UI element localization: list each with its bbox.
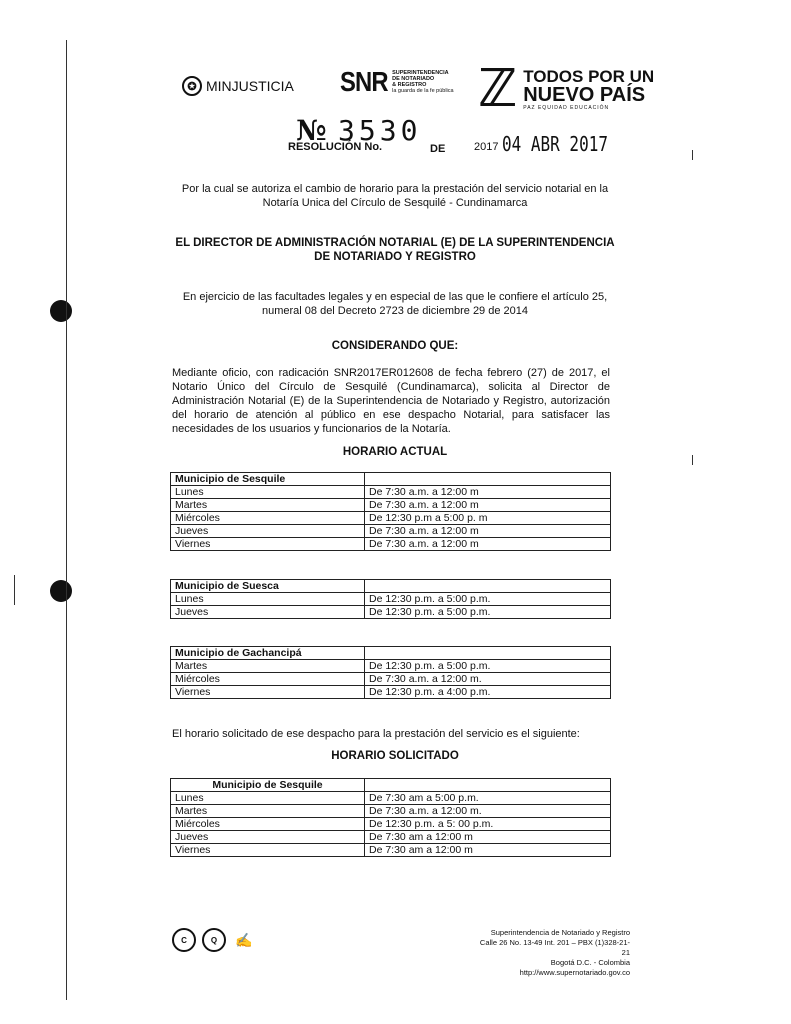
punch-hole-bottom xyxy=(50,580,72,602)
hours-cell: De 12:30 p.m. a 5: 00 p.m. xyxy=(365,818,611,831)
tpu-line3: PAZ EQUIDAD EDUCACIÓN xyxy=(523,105,610,111)
table-header-row xyxy=(171,779,611,792)
year-prefix: 2017 xyxy=(474,141,499,153)
date-stamp: 04 ABR 2017 xyxy=(502,132,608,156)
table-row xyxy=(171,606,611,619)
municipio-label: Municipio de Sesquile xyxy=(171,473,365,486)
footer-address xyxy=(470,928,630,978)
municipio-label: Municipio de Sesquile xyxy=(171,779,365,792)
table-sesquile-solicitado xyxy=(170,778,611,857)
day-cell: Jueves xyxy=(171,831,365,844)
empty-cell xyxy=(365,779,611,792)
footer-line4: http://www.supernotariado.gov.co xyxy=(519,968,630,977)
resolution-label: RESOLUCIÓN No. xyxy=(288,141,383,153)
authority xyxy=(160,236,630,264)
table-row xyxy=(171,512,611,525)
table-row xyxy=(171,593,611,606)
table-row xyxy=(171,686,611,699)
table-row xyxy=(171,660,611,673)
table-header-row xyxy=(171,647,611,660)
day-cell: Martes xyxy=(171,499,365,512)
day-cell: Viernes xyxy=(171,844,365,857)
day-cell: Martes xyxy=(171,805,365,818)
snr-sub-4: la guarda de la fe pública xyxy=(392,88,454,94)
considerando-text: Mediante oficio, con radicación SNR2017ER012608 de fecha febrero (27) de 2017, el Notario Único del Círculo de Sesquilé (Cundinamarca), solicita al Director de Administración Notarial (E) de la Superintendencia de Notariado y Registro, autorización del horario de atención al público en ese despacho Notarial, para satisfacer las necesidades de los usuarios y funcionarios de la Notaría. xyxy=(172,367,610,435)
coat-of-arms-icon: ✪ xyxy=(182,76,202,96)
hours-cell: De 7:30 a.m. a 12:00 m xyxy=(365,499,611,512)
table-row xyxy=(171,818,611,831)
subject-line1: Por la cual se autoriza el cambio de horario para la prestación del servicio notarial en la xyxy=(181,183,609,195)
municipio-label: Municipio de Suesca xyxy=(171,580,365,593)
todos-por-un-nuevo-pais-logo xyxy=(478,59,655,119)
hours-cell: De 12:30 p.m. a 5:00 p.m. xyxy=(365,606,611,619)
footer-line3: Bogotá D.C. - Colombia xyxy=(550,958,630,967)
solicitado-intro: El horario solicitado de ese despacho para la prestación del servicio es el siguiente: xyxy=(172,728,580,740)
hours-cell: De 7:30 a.m. a 12:00 m xyxy=(365,525,611,538)
powers-line2: numeral 08 del Decreto 2723 de diciembre 29 de 2014 xyxy=(261,305,528,317)
hours-cell: De 12:30 p.m. a 4:00 p.m. xyxy=(365,686,611,699)
hours-cell: De 12:30 p.m a 5:00 p. m xyxy=(365,512,611,525)
resolution-number: 3530 xyxy=(338,114,422,147)
authority-line1: EL DIRECTOR DE ADMINISTRACIÓN NOTARIAL (E) DE LA SUPERINTENDENCIA xyxy=(175,237,615,249)
horario-actual-title: HORARIO ACTUAL xyxy=(342,446,448,458)
day-cell: Viernes xyxy=(171,538,365,551)
table-header-row xyxy=(171,473,611,486)
table-row xyxy=(171,525,611,538)
certification-logo-icon: C xyxy=(172,928,196,952)
table-row xyxy=(171,673,611,686)
day-cell: Lunes xyxy=(171,593,365,606)
table-row xyxy=(171,538,611,551)
hours-cell: De 7:30 am a 12:00 m xyxy=(365,831,611,844)
numero-mark: № xyxy=(296,114,327,147)
hours-cell: De 12:30 p.m. a 5:00 p.m. xyxy=(365,660,611,673)
tpu-line1: TODOS POR UN xyxy=(523,67,655,86)
right-edge-mark xyxy=(692,150,693,160)
swoosh-icon: ℤ xyxy=(478,59,518,119)
punch-hole-top xyxy=(50,300,72,322)
page-edge-line xyxy=(66,40,67,1000)
powers-line1: En ejercicio de las facultades legales y en especial de las que le confiere el artículo 25, xyxy=(182,291,608,303)
empty-cell xyxy=(365,647,611,660)
hours-cell: De 12:30 p.m. a 5:00 p.m. xyxy=(365,593,611,606)
hours-cell: De 7:30 a.m. a 12:00 m xyxy=(365,538,611,551)
table-row xyxy=(171,831,611,844)
table-row xyxy=(171,486,611,499)
snr-sub-3: & REGISTRO xyxy=(392,82,427,88)
snr-logo-text: SNR xyxy=(340,66,388,97)
powers xyxy=(160,290,630,318)
table-sesquile-actual xyxy=(170,472,611,551)
table-row xyxy=(171,844,611,857)
tpu-line2: NUEVO PAÍS xyxy=(523,84,646,106)
table-suesca-actual xyxy=(170,579,611,619)
day-cell: Lunes xyxy=(171,792,365,805)
de-label: DE xyxy=(430,143,446,155)
iqnet-logo-icon: Q xyxy=(202,928,226,952)
snr-sub-1: SUPERINTENDENCIA xyxy=(392,70,449,76)
left-edge-mark xyxy=(14,575,15,605)
table-header-row xyxy=(171,580,611,593)
municipio-label: Municipio de Gachancipá xyxy=(171,647,365,660)
subject xyxy=(160,182,630,210)
authority-line2: DE NOTARIADO Y REGISTRO xyxy=(314,251,476,263)
snr-sub-2: DE NOTARIADO xyxy=(392,76,435,82)
table-row xyxy=(171,499,611,512)
day-cell: Miércoles xyxy=(171,512,365,525)
right-edge-mark-2 xyxy=(692,455,693,465)
hours-cell: De 7:30 am a 12:00 m xyxy=(365,844,611,857)
certification-logos xyxy=(172,928,256,952)
minjusticia-label: MINJUSTICIA xyxy=(206,78,294,94)
signature-mark-icon: ✍ xyxy=(235,931,253,948)
day-cell: Jueves xyxy=(171,606,365,619)
footer-line1: Superintendencia de Notariado y Registro xyxy=(490,928,630,937)
day-cell: Miércoles xyxy=(171,818,365,831)
day-cell: Martes xyxy=(171,660,365,673)
empty-cell xyxy=(365,473,611,486)
hours-cell: De 7:30 am a 5:00 p.m. xyxy=(365,792,611,805)
day-cell: Jueves xyxy=(171,525,365,538)
day-cell: Miércoles xyxy=(171,673,365,686)
snr-logo-subtitle xyxy=(392,70,453,94)
hours-cell: De 7:30 a.m. a 12:00 m xyxy=(365,486,611,499)
minjusticia-logo xyxy=(182,76,294,96)
day-cell: Viernes xyxy=(171,686,365,699)
footer-line2: Calle 26 No. 13-49 Int. 201 – PBX (1)328-21- 21 xyxy=(479,938,630,957)
subject-line2: Notaría Unica del Círculo de Sesquilé - Cundinamarca xyxy=(262,197,528,209)
horario-solicitado-title: HORARIO SOLICITADO xyxy=(331,750,459,762)
hours-cell: De 7:30 a.m. a 12:00 m. xyxy=(365,673,611,686)
table-gachancipa-actual xyxy=(170,646,611,699)
day-cell: Lunes xyxy=(171,486,365,499)
considerando-title: CONSIDERANDO QUE: xyxy=(331,340,459,352)
empty-cell xyxy=(365,580,611,593)
table-row xyxy=(171,805,611,818)
table-row xyxy=(171,792,611,805)
hours-cell: De 7:30 a.m. a 12:00 m. xyxy=(365,805,611,818)
snr-logo xyxy=(340,66,454,98)
